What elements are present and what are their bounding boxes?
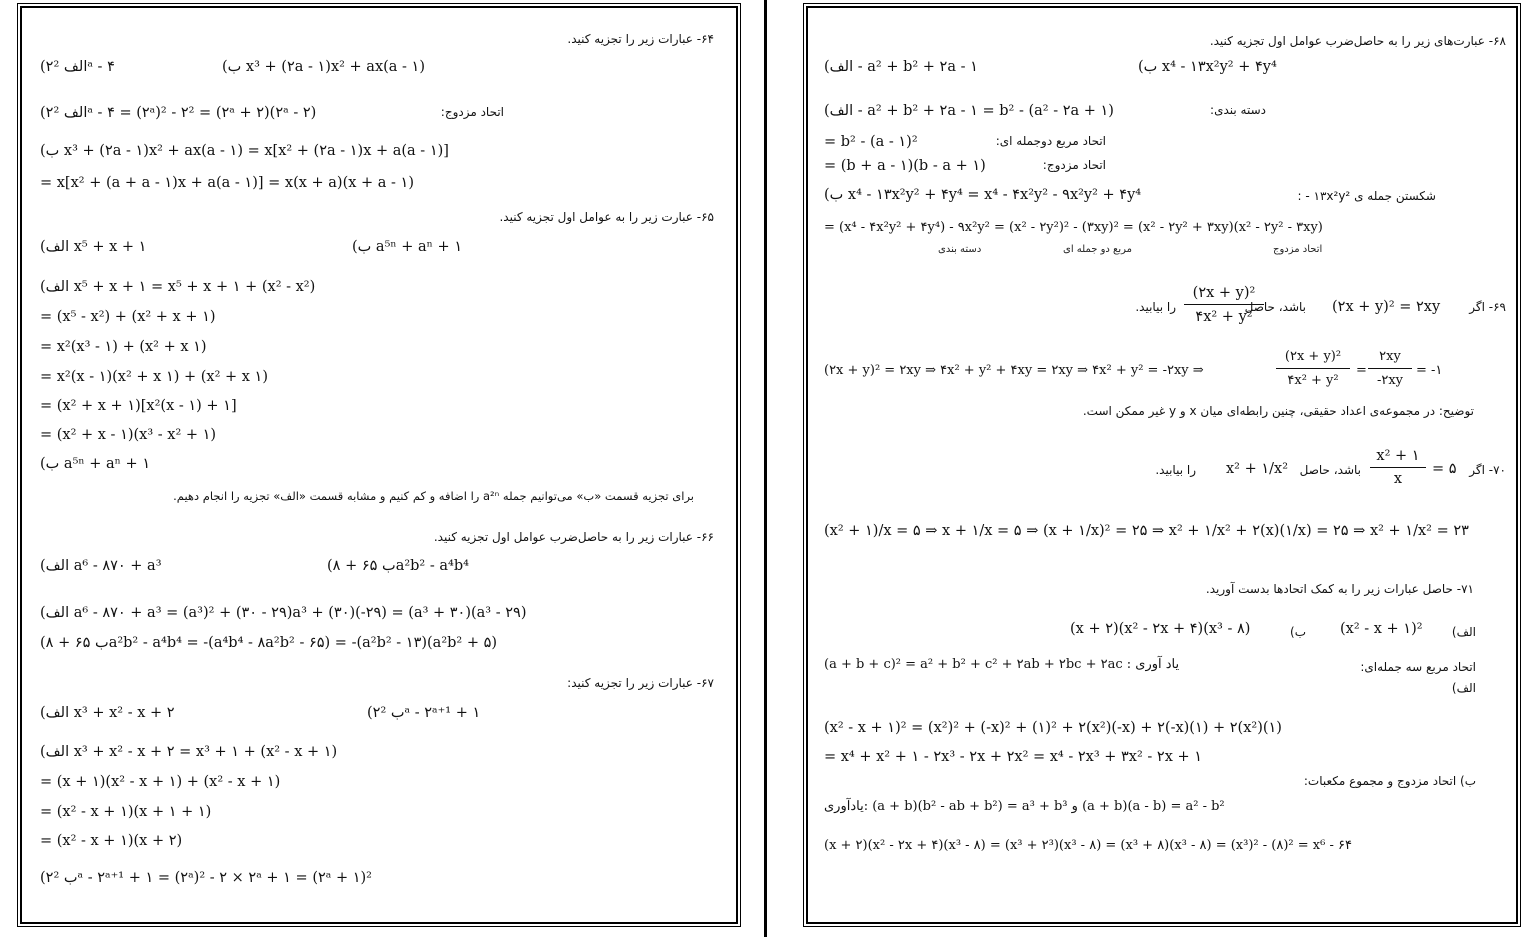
- book-spine: [764, 0, 767, 937]
- q64-alef: (الف ۲²ᵃ - ۴: [40, 59, 115, 75]
- q70-q-mid: باشد، حاصل: [1299, 463, 1361, 477]
- q65-line-3: = x²(x³ - ۱) + (x² + x ۱): [40, 339, 207, 355]
- q69-frac-bar: [1184, 304, 1264, 305]
- q68-title: ۶۸- عبارت‌های زیر را به حاصل‌ضرب عوامل اول تجزیه کنید.: [1209, 34, 1506, 48]
- q69-sol-end: = -۱: [1416, 363, 1443, 378]
- q67-line-4: = (x² - x + ۱)(x + ۲): [40, 833, 183, 849]
- q67-alef: (الف x³ + x² - x + ۲: [40, 705, 175, 721]
- q69-sol-bar2: [1368, 368, 1412, 369]
- q66-be: (ب ۶۵ + ۸a²b² - a⁴b⁴: [327, 558, 469, 574]
- q67-line-1: (الف x³ + x² - x + ۲ = x³ + ۱ + (x² - x + ۱): [40, 744, 338, 760]
- q71-line-1: (x² - x + ۱)² = (x²)² + (-x)² + (۱)² + ۲(x²)(-x) + ۲(-x)(۱) + ۲(x²)(۱): [824, 720, 1282, 736]
- q65-note: برای تجزیه قسمت «ب» می‌توانیم جمله a²ⁿ را اضافه و کم کنیم و مشابه قسمت «الف» تجزیه را انجام دهیم.: [173, 489, 694, 503]
- q71-label-alef: الف): [1451, 681, 1476, 695]
- q68-alef: (الف - a² + b² + ۲a - ۱: [824, 59, 978, 75]
- q71-reminder-1: (a + b + c)² = a² + b² + c² + ۲ab + ۲bc + ۲ac : یاد آوری: [824, 657, 1180, 672]
- q68-label-conj: اتحاد مزدوج:: [1042, 158, 1106, 172]
- q66-line-1: (الف a⁶ - ۸۷۰ + a³ = (a³)² + (۳۰ - ۲۹)a³ + (۳۰)(-۲۹) = (a³ + ۳۰)(a³ - ۲۹): [40, 605, 527, 621]
- q66-line-2: (ب ۶۵ + ۸a²b² - a⁴b⁴ = -(a⁴b⁴ - ۸a²b² - ۶۵) = -(a²b² - ۱۳)(a²b² + ۵): [40, 635, 498, 651]
- q69-q-pre: ۶۹- اگر: [1469, 300, 1506, 314]
- q68-line-3: = (b + a - ۱)(b - a + ۱): [824, 158, 986, 174]
- q64-title: ۶۴- عبارات زیر را تجزیه کنید.: [567, 32, 714, 46]
- left-page: [20, 6, 738, 924]
- q68-be: (ب x⁴ - ۱۳x²y² + ۴y⁴: [1138, 59, 1277, 75]
- q68-line-4: (ب x⁴ - ۱۳x²y² + ۴y⁴ = x⁴ - ۴x²y² - ۹x²y² + ۴y⁴: [824, 187, 1142, 203]
- q71-be-label: ب): [1290, 625, 1306, 639]
- q71-line-2: = x⁴ + x² + ۱ - ۲x³ - ۲x + ۲x² = x⁴ - ۲x³ + ۳x² - ۲x + ۱: [824, 749, 1203, 765]
- q71-reminder-2: یادآوری: (a + b)(b² - ab + b²) = a³ + b³ و (a + b)(a - b) = a² - b²: [824, 799, 1225, 814]
- q65-line-1: (الف x⁵ + x + ۱ = x⁵ + x + ۱ + (x² - x²): [40, 279, 316, 295]
- q71-alef-label: الف): [1451, 625, 1476, 639]
- q68-label-grouping: دسته بندی:: [1210, 103, 1266, 117]
- q69-q-mid: باشد، حاصل: [1244, 300, 1306, 314]
- q69-sol-den2: -۲xy: [1376, 373, 1404, 388]
- q69-note: توضیح: در مجموعه‌ی اعداد حقیقی، چنین رابطه‌ای میان x و y غیر ممکن است.: [1082, 404, 1474, 418]
- q71-label-tri: اتحاد مربع سه جمله‌ای:: [1360, 660, 1476, 674]
- q68-caption-square: مربع دو جمله ای: [1063, 244, 1133, 255]
- q70-q-post: را بیابید.: [1155, 463, 1196, 477]
- q64-be: (ب x³ + (۲a - ۱)x² + ax(a - ۱): [222, 59, 425, 75]
- q65-line-4: = x²(x - ۱)(x² + x ۱) + (x² + x ۱): [40, 369, 269, 385]
- q67-be: (ب ۲²ᵃ - ۲ᵃ⁺¹ + ۱: [367, 705, 481, 721]
- q70-sol: (x² + ۱)/x = ۵ ⇒ x + ۱/x = ۵ ⇒ (x + ۱/x)² = ۲۵ ⇒ x² + ۱/x² + ۲(x)(۱/x) = ۲۵ ⇒ x² + ۱/x² = ۲۳: [824, 523, 1469, 539]
- q64-label-conj: اتحاد مزدوج:: [440, 105, 504, 119]
- q69-sol-eq: =: [1356, 363, 1367, 378]
- q71-title: ۷۱- حاصل عبارات زیر را به کمک اتحادها بدست آورید.: [1205, 582, 1474, 596]
- q71-label-be: ب) اتحاد مزدوج و مجموع مکعبات:: [1303, 774, 1476, 788]
- q69-sol-den1: ۴x² + y²: [1287, 373, 1339, 388]
- q70-frac-num: x² + ۱: [1376, 448, 1420, 464]
- q65-be: (ب a⁵ⁿ + aⁿ + ۱: [352, 239, 463, 255]
- q68-line-5: = (x⁴ - ۴x²y² + ۴y⁴) - ۹x²y² = (x² - ۲y²)² - (۳xy)² = (x² - ۲y² + ۳xy)(x² - ۲y² - ۳xy): [824, 220, 1323, 235]
- q71-line-3: (x + ۲)(x² - ۲x + ۴)(x³ - ۸) = (x³ + ۲³)(x³ - ۸) = (x³ + ۸)(x³ - ۸) = (x³)² - (۸)² = x⁶ - ۶۴: [824, 838, 1352, 853]
- q68-caption-conj: اتحاد مزدوج: [1273, 244, 1323, 255]
- q71-alef: (x² - x + ۱)²: [1340, 621, 1423, 637]
- q64-line-1: (الف ۲²ᵃ - ۴ = (۲ᵃ)² - ۲² = (۲ᵃ + ۲)(۲ᵃ - ۲): [40, 105, 317, 121]
- q70-q-pre: ۷۰- اگر: [1469, 463, 1506, 477]
- q68-label-square: اتحاد مربع دوجمله ای:: [995, 134, 1106, 148]
- q65-line-5: = (x² + x + ۱)[x²(x - ۱) + ۱]: [40, 398, 237, 414]
- q65-line-2: = (x⁵ - x²) + (x² + x + ۱): [40, 309, 216, 325]
- q67-line-5: (ب ۲²ᵃ - ۲ᵃ⁺¹ + ۱ = (۲ᵃ)² - ۲ × ۲ᵃ + ۱ = (۲ᵃ + ۱)²: [40, 870, 372, 886]
- q66-title: ۶۶- عبارات زیر را به حاصل‌ضرب عوامل اول تجزیه کنید.: [433, 530, 714, 544]
- q70-frac-bar: [1370, 467, 1426, 468]
- q68-label-split: شکستن جمله ی ۱۳x²y² - :: [1297, 189, 1436, 203]
- q69-q-post: را بیابید.: [1135, 300, 1176, 314]
- q70-frac-den: x: [1393, 471, 1403, 487]
- q67-title: ۶۷- عبارات زیر را تجزیه کنید:: [567, 676, 714, 690]
- q67-line-3: = (x² - x + ۱)(x + ۱ + ۱): [40, 804, 212, 820]
- q64-line-3: = x[x² + (a + a - ۱)x + a(a - ۱)] = x(x + a)(x + a - ۱): [40, 175, 414, 191]
- q65-line-7: (ب a⁵ⁿ + aⁿ + ۱: [40, 456, 151, 472]
- q68-line-1: (الف - a² + b² + ۲a - ۱ = b² - (a² - ۲a + ۱): [824, 103, 1114, 119]
- q68-caption-grouping: دسته بندی: [938, 244, 982, 255]
- q65-title: ۶۵- عبارت زیر را به عوامل اول تجزیه کنید.: [499, 210, 714, 224]
- q69-sol-num2: ۲xy: [1379, 349, 1401, 364]
- q69-frac-num: (۲x + y)²: [1192, 285, 1256, 301]
- q67-line-2: = (x + ۱)(x² - x + ۱) + (x² - x + ۱): [40, 774, 281, 790]
- q70-q-eq: = ۵: [1432, 461, 1457, 477]
- q66-alef: (الف a⁶ - ۸۷۰ + a³: [40, 558, 162, 574]
- q69-sol-num1: (۲x + y)²: [1284, 349, 1342, 364]
- q68-line-2: = b² - (a - ۱)²: [824, 134, 918, 150]
- q70-q-expr: x² + ۱/x²: [1226, 461, 1289, 477]
- q65-line-6: = (x² + x - ۱)(x³ - x² + ۱): [40, 427, 217, 443]
- q69-q-eq: (۲x + y)² = ۲xy: [1332, 299, 1441, 315]
- q69-frac-den: ۴x² + y²: [1195, 309, 1253, 325]
- q69-sol: (۲x + y)² = ۲xy ⇒ ۴x² + y² + ۴xy = ۲xy ⇒ ۴x² + y² = -۲xy ⇒: [824, 363, 1204, 378]
- q71-be: (x + ۲)(x² - ۲x + ۴)(x³ - ۸): [1070, 621, 1251, 637]
- q64-line-2: (ب x³ + (۲a - ۱)x² + ax(a - ۱) = x[x² + (۲a - ۱)x + a(a - ۱)]: [40, 143, 449, 159]
- right-page: [806, 6, 1518, 924]
- q69-sol-bar1: [1276, 368, 1350, 369]
- q65-alef: (الف x⁵ + x + ۱: [40, 239, 147, 255]
